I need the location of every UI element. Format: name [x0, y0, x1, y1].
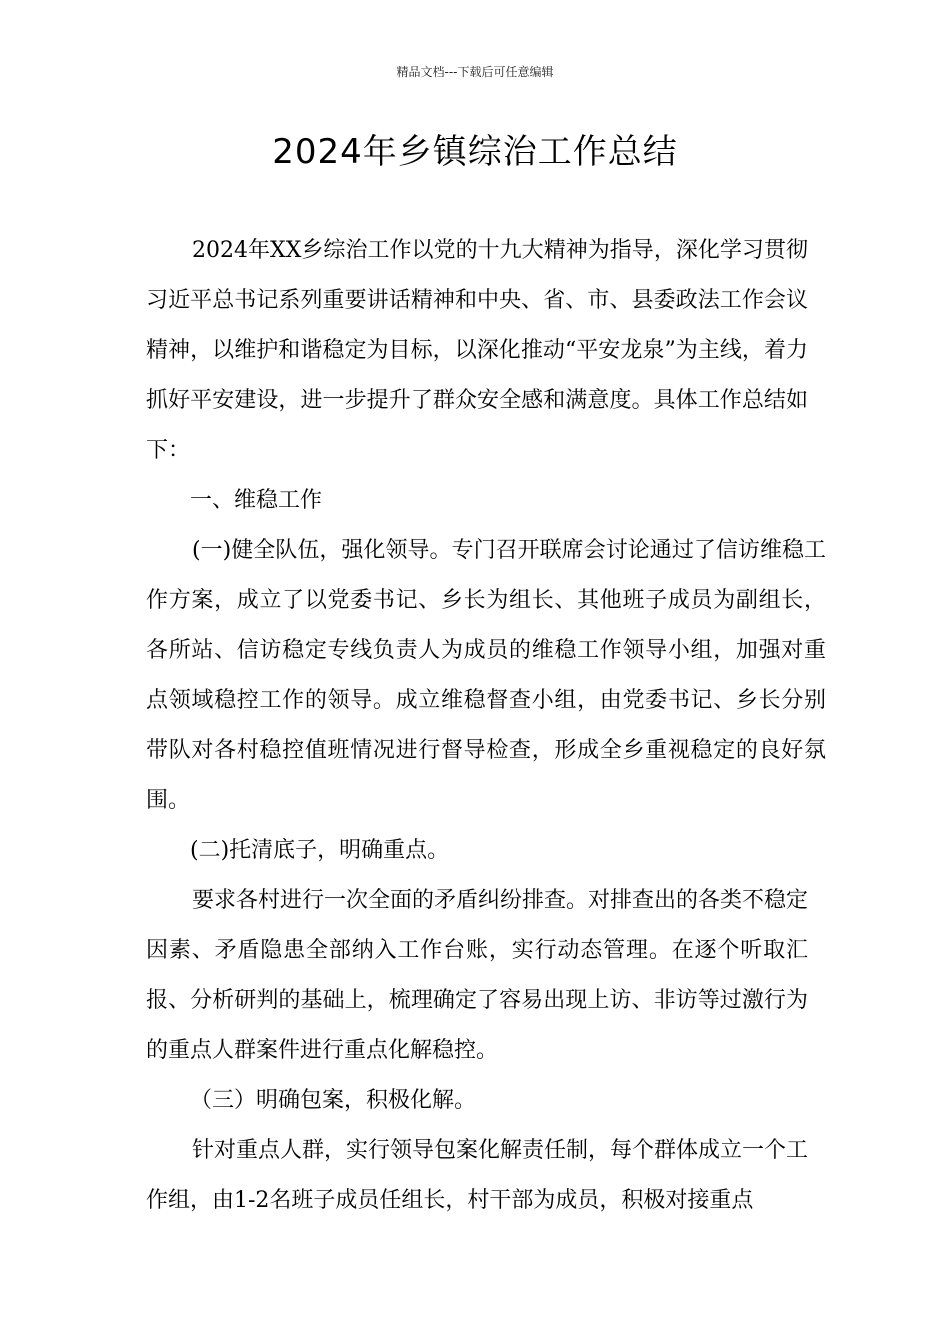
document-title: 2024年乡镇综治工作总结: [272, 132, 678, 172]
intro-paragraph: 2024年XX乡综治工作以党的十九大精神为指导，深化学习贯彻习近平总书记系列重要讲话精神和中央、省、市、县委政法工作会议精神，以维护和谐稳定为目标，以深化推动“平安龙泉”为主线，着力抓好平安建设，进一步提升了群众安全感和满意度。具体工作总结如下：: [146, 238, 808, 463]
paragraph-dispute-check: 要求各村进行一次全面的矛盾纠纷排查。对排查出的各类不稳定因素、矛盾隐患全部纳入工作台账，实行动态管理。在逐个听取汇报、分析研判的基础上，梳理确定了容易出现上访、非访等过激行为的重点人群案件进行重点化解稳控。: [146, 888, 809, 1063]
page-header-note: 精品文档---下载后可任意编辑: [396, 65, 554, 79]
paragraph-team-leadership: (一)健全队伍，强化领导。专门召开联席会讨论通过了信访维稳工作方案，成立了以党委书记、乡长为组长、其他班子成员为副组长，各所站、信访稳定专线负责人为成员的维稳工作领导小组，加强对重点领域稳控工作的领导。成立维稳督查小组，由党委书记、乡长分别带队对各村稳控值班情况进行督导检查，形成全乡重视稳定的良好氛围。: [146, 538, 826, 813]
paragraph-leader-responsibility: 针对重点人群，实行领导包案化解责任制，每个群体成立一个工作组，由1-2名班子成员任组长，村干部为成员，积极对接重点: [146, 1138, 809, 1213]
document-body: [146, 226, 826, 1226]
subheading-clear-basis: (二)托清底子，明确重点。: [190, 838, 450, 863]
section-heading-stability: 一、维稳工作: [190, 488, 323, 513]
subheading-case-assignment: （三）明确包案，积极化解。: [190, 1088, 477, 1113]
